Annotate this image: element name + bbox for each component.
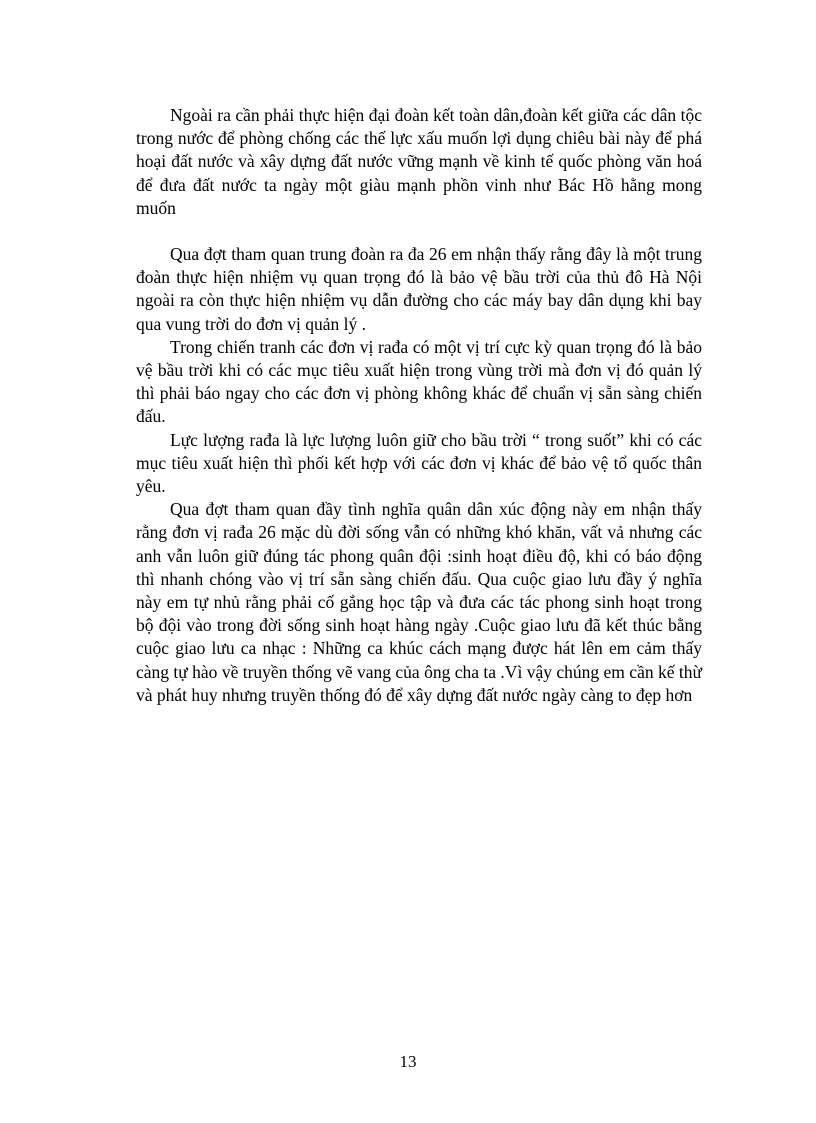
paragraph-1: Ngoài ra cần phải thực hiện đại đoàn kết toàn dân,đoàn kết giữa các dân tộc trong nước để phòng chống các thế lực xấu muốn lợi dụng chiêu bài này để phá hoại đất nước và xây dựng đất nước vững mạnh về kinh tế quốc phòng văn hoá để đưa đất nước ta ngày một giàu mạnh phồn vinh như Bác Hồ hằng mong muốn	[136, 105, 702, 218]
paragraph-3: Trong chiến tranh các đơn vị rađa có một vị trí cực kỳ quan trọng đó là bảo vệ bầu trời khi có các mục tiêu xuất hiện trong vùng trời mà đơn vị đó quản lý thì phải báo ngay cho các đơn vị phòng không khác để chuẩn vị sẵn sàng chiến đấu.	[136, 336, 702, 427]
paragraph-2: Qua đợt tham quan trung đoàn ra đa 26 em nhận thấy rằng đây là một trung đoàn thực hiện nhiệm vụ quan trọng đó là bảo vệ bầu trời của thủ đô Hà Nội ngoài ra còn thực hiện nhiệm vụ dẫn đường cho các máy bay dân dụng khi bay qua vung trời do đơn vị quản lý .	[136, 244, 702, 334]
page-number: 13	[399, 1052, 417, 1071]
paragraph-5: Qua đợt tham quan đầy tình nghĩa quân dân xúc động này em nhận thấy rằng đơn vị rađa 26 mặc dù đời sống vẫn có những khó khăn, vất vả nhưng các anh vẫn luôn giữ đúng tác phong quân đội :sinh hoạt điều độ, khi có báo động thì nhanh chóng vào vị trí sẵn sàng chiến đấu. Qua cuộc giao lưu đầy ý nghĩa này em tự nhủ rằng phải cố gắng học tập và đưa các tác phong sinh hoạt trong bộ đội vào trong đời sống sinh hoạt hàng ngày .Cuộc giao lưu đã kết thúc bằng cuộc giao lưu ca nhạc : Những ca khúc cách mạng được hát lên em cảm thấy càng tự hào về truyền thống vẽ vang của ông cha ta .Vì vậy chúng em cần kế thừ và phát huy nhưng truyền thống đó để xây dựng đất nước ngày càng to đẹp hơn	[136, 499, 702, 705]
paragraph-4: Lực lượng rađa là lực lượng luôn giữ cho bầu trời “ trong suốt” khi có các mục tiêu xuất hiện thì phối kết hợp với các đơn vị khác để bảo vệ tổ quốc thân yêu.	[136, 429, 702, 497]
document-body	[136, 104, 702, 707]
